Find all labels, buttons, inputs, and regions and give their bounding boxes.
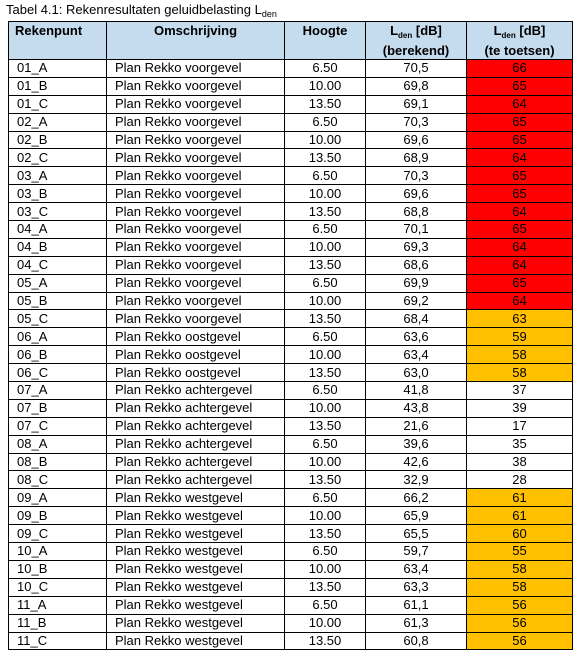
cell-omschrijving: Plan Rekko voorgevel	[107, 60, 285, 78]
table-row	[9, 364, 573, 382]
cell-hoogte: 13.50	[285, 364, 366, 382]
cell-hoogte: 6.50	[285, 221, 366, 239]
cell-lden-te-toetsen: 64	[467, 256, 573, 274]
cell-omschrijving: Plan Rekko oostgevel	[107, 364, 285, 382]
table-body	[9, 60, 573, 650]
cell-lden-te-toetsen: 65	[467, 113, 573, 131]
table-row	[9, 310, 573, 328]
table-row	[9, 95, 573, 113]
table-row	[9, 167, 573, 185]
cell-rekenpunt: 07_A	[9, 382, 107, 400]
cell-lden-te-toetsen: 66	[467, 60, 573, 78]
cell-lden-berekend: 70,1	[366, 221, 467, 239]
cell-rekenpunt: 11_C	[9, 632, 107, 650]
cell-omschrijving: Plan Rekko achtergevel	[107, 435, 285, 453]
header-berekend-note: (berekend)	[382, 43, 450, 58]
cell-omschrijving: Plan Rekko voorgevel	[107, 256, 285, 274]
cell-lden-te-toetsen: 17	[467, 417, 573, 435]
table-row	[9, 238, 573, 256]
cell-rekenpunt: 10_B	[9, 560, 107, 578]
cell-rekenpunt: 04_A	[9, 221, 107, 239]
cell-lden-berekend: 63,4	[366, 560, 467, 578]
cell-lden-te-toetsen: 56	[467, 596, 573, 614]
cell-rekenpunt: 03_A	[9, 167, 107, 185]
cell-hoogte: 6.50	[285, 113, 366, 131]
header-rekenpunt: Rekenpunt	[9, 22, 107, 60]
cell-omschrijving: Plan Rekko westgevel	[107, 614, 285, 632]
cell-lden-te-toetsen: 65	[467, 167, 573, 185]
cell-hoogte: 10.00	[285, 185, 366, 203]
table-row	[9, 274, 573, 292]
cell-lden-berekend: 69,6	[366, 185, 467, 203]
cell-lden-te-toetsen: 64	[467, 203, 573, 221]
cell-hoogte: 13.50	[285, 417, 366, 435]
cell-hoogte: 10.00	[285, 614, 366, 632]
cell-omschrijving: Plan Rekko oostgevel	[107, 346, 285, 364]
cell-lden-berekend: 68,6	[366, 256, 467, 274]
header-te-toetsen-note: (te toetsen)	[484, 43, 555, 58]
cell-hoogte: 6.50	[285, 596, 366, 614]
table-row	[9, 203, 573, 221]
table-row	[9, 596, 573, 614]
header-lden-unit: [dB]	[515, 23, 546, 38]
cell-hoogte: 10.00	[285, 77, 366, 95]
cell-omschrijving: Plan Rekko westgevel	[107, 489, 285, 507]
cell-lden-te-toetsen: 58	[467, 578, 573, 596]
cell-lden-berekend: 68,8	[366, 203, 467, 221]
cell-lden-te-toetsen: 37	[467, 382, 573, 400]
cell-rekenpunt: 10_A	[9, 543, 107, 561]
cell-lden-berekend: 60,8	[366, 632, 467, 650]
cell-lden-berekend: 66,2	[366, 489, 467, 507]
cell-lden-te-toetsen: 61	[467, 489, 573, 507]
cell-lden-berekend: 21,6	[366, 417, 467, 435]
cell-omschrijving: Plan Rekko voorgevel	[107, 149, 285, 167]
cell-lden-te-toetsen: 64	[467, 238, 573, 256]
table-row	[9, 149, 573, 167]
cell-omschrijving: Plan Rekko achtergevel	[107, 453, 285, 471]
cell-rekenpunt: 08_A	[9, 435, 107, 453]
cell-hoogte: 6.50	[285, 274, 366, 292]
cell-lden-berekend: 69,3	[366, 238, 467, 256]
header-lden-subscript: den	[398, 31, 413, 40]
cell-rekenpunt: 07_C	[9, 417, 107, 435]
cell-lden-berekend: 43,8	[366, 399, 467, 417]
cell-omschrijving: Plan Rekko westgevel	[107, 507, 285, 525]
cell-lden-berekend: 65,5	[366, 525, 467, 543]
table-row	[9, 221, 573, 239]
cell-hoogte: 13.50	[285, 310, 366, 328]
cell-hoogte: 13.50	[285, 525, 366, 543]
cell-hoogte: 13.50	[285, 203, 366, 221]
cell-rekenpunt: 01_A	[9, 60, 107, 78]
header-lden-symbol: L	[493, 23, 502, 38]
cell-lden-te-toetsen: 39	[467, 399, 573, 417]
cell-lden-te-toetsen: 65	[467, 131, 573, 149]
cell-omschrijving: Plan Rekko voorgevel	[107, 167, 285, 185]
cell-lden-te-toetsen: 59	[467, 328, 573, 346]
table-row	[9, 453, 573, 471]
table-row	[9, 292, 573, 310]
cell-hoogte: 10.00	[285, 346, 366, 364]
table-row	[9, 578, 573, 596]
header-hoogte: Hoogte	[285, 22, 366, 60]
table-row	[9, 507, 573, 525]
cell-omschrijving: Plan Rekko oostgevel	[107, 328, 285, 346]
cell-hoogte: 6.50	[285, 167, 366, 185]
cell-rekenpunt: 06_A	[9, 328, 107, 346]
table-row	[9, 77, 573, 95]
cell-hoogte: 13.50	[285, 632, 366, 650]
cell-lden-te-toetsen: 64	[467, 292, 573, 310]
cell-rekenpunt: 11_A	[9, 596, 107, 614]
table-row	[9, 328, 573, 346]
cell-hoogte: 6.50	[285, 543, 366, 561]
table-row	[9, 632, 573, 650]
cell-lden-berekend: 69,1	[366, 95, 467, 113]
cell-lden-berekend: 63,6	[366, 328, 467, 346]
table-row	[9, 543, 573, 561]
cell-lden-berekend: 70,3	[366, 167, 467, 185]
cell-omschrijving: Plan Rekko voorgevel	[107, 292, 285, 310]
cell-rekenpunt: 05_C	[9, 310, 107, 328]
cell-lden-berekend: 69,8	[366, 77, 467, 95]
cell-lden-te-toetsen: 60	[467, 525, 573, 543]
cell-lden-berekend: 69,9	[366, 274, 467, 292]
cell-hoogte: 10.00	[285, 131, 366, 149]
table-caption	[6, 2, 277, 22]
cell-rekenpunt: 02_C	[9, 149, 107, 167]
header-lden-berekend	[366, 22, 467, 60]
cell-lden-te-toetsen: 56	[467, 632, 573, 650]
cell-rekenpunt: 05_B	[9, 292, 107, 310]
cell-omschrijving: Plan Rekko voorgevel	[107, 238, 285, 256]
header-row	[9, 22, 573, 60]
cell-lden-te-toetsen: 65	[467, 221, 573, 239]
cell-lden-te-toetsen: 58	[467, 560, 573, 578]
cell-lden-te-toetsen: 61	[467, 507, 573, 525]
cell-omschrijving: Plan Rekko voorgevel	[107, 185, 285, 203]
table-row	[9, 256, 573, 274]
cell-rekenpunt: 02_A	[9, 113, 107, 131]
cell-rekenpunt: 04_B	[9, 238, 107, 256]
cell-hoogte: 6.50	[285, 435, 366, 453]
cell-omschrijving: Plan Rekko voorgevel	[107, 274, 285, 292]
caption-text: Tabel 4.1: Rekenresultaten geluidbelasting L	[6, 2, 262, 17]
cell-omschrijving: Plan Rekko voorgevel	[107, 221, 285, 239]
cell-hoogte: 10.00	[285, 292, 366, 310]
cell-rekenpunt: 08_C	[9, 471, 107, 489]
cell-hoogte: 13.50	[285, 578, 366, 596]
cell-lden-berekend: 63,4	[366, 346, 467, 364]
cell-omschrijving: Plan Rekko voorgevel	[107, 77, 285, 95]
cell-lden-berekend: 63,3	[366, 578, 467, 596]
cell-hoogte: 13.50	[285, 149, 366, 167]
table-row	[9, 60, 573, 78]
cell-rekenpunt: 07_B	[9, 399, 107, 417]
table-row	[9, 614, 573, 632]
cell-rekenpunt: 02_B	[9, 131, 107, 149]
header-lden-te-toetsen	[467, 22, 573, 60]
cell-lden-te-toetsen: 65	[467, 185, 573, 203]
table-row	[9, 525, 573, 543]
cell-lden-berekend: 69,6	[366, 131, 467, 149]
cell-rekenpunt: 03_B	[9, 185, 107, 203]
cell-omschrijving: Plan Rekko westgevel	[107, 632, 285, 650]
cell-hoogte: 10.00	[285, 507, 366, 525]
cell-omschrijving: Plan Rekko westgevel	[107, 525, 285, 543]
header-omschrijving: Omschrijving	[107, 22, 285, 60]
cell-hoogte: 13.50	[285, 256, 366, 274]
cell-lden-te-toetsen: 55	[467, 543, 573, 561]
header-lden-subscript: den	[501, 31, 516, 40]
cell-rekenpunt: 04_C	[9, 256, 107, 274]
cell-lden-berekend: 68,9	[366, 149, 467, 167]
cell-hoogte: 6.50	[285, 489, 366, 507]
cell-rekenpunt: 01_B	[9, 77, 107, 95]
cell-lden-berekend: 63,0	[366, 364, 467, 382]
header-lden-unit: [dB]	[412, 23, 442, 38]
cell-rekenpunt: 08_B	[9, 453, 107, 471]
table-row	[9, 113, 573, 131]
cell-omschrijving: Plan Rekko westgevel	[107, 560, 285, 578]
cell-lden-berekend: 70,3	[366, 113, 467, 131]
cell-rekenpunt: 10_C	[9, 578, 107, 596]
cell-omschrijving: Plan Rekko westgevel	[107, 578, 285, 596]
cell-omschrijving: Plan Rekko voorgevel	[107, 95, 285, 113]
cell-lden-te-toetsen: 64	[467, 95, 573, 113]
cell-lden-berekend: 39,6	[366, 435, 467, 453]
cell-omschrijving: Plan Rekko westgevel	[107, 543, 285, 561]
table-row	[9, 417, 573, 435]
table-row	[9, 560, 573, 578]
table-row	[9, 185, 573, 203]
cell-hoogte: 6.50	[285, 382, 366, 400]
caption-subscript: den	[261, 9, 277, 19]
table-row	[9, 435, 573, 453]
cell-lden-berekend: 68,4	[366, 310, 467, 328]
table-row	[9, 489, 573, 507]
cell-omschrijving: Plan Rekko achtergevel	[107, 417, 285, 435]
cell-omschrijving: Plan Rekko voorgevel	[107, 310, 285, 328]
cell-lden-berekend: 32,9	[366, 471, 467, 489]
cell-lden-te-toetsen: 64	[467, 149, 573, 167]
cell-omschrijving: Plan Rekko voorgevel	[107, 113, 285, 131]
cell-rekenpunt: 03_C	[9, 203, 107, 221]
cell-hoogte: 6.50	[285, 328, 366, 346]
cell-hoogte: 6.50	[285, 60, 366, 78]
table-row	[9, 399, 573, 417]
cell-lden-te-toetsen: 58	[467, 364, 573, 382]
cell-omschrijving: Plan Rekko voorgevel	[107, 203, 285, 221]
cell-hoogte: 10.00	[285, 238, 366, 256]
cell-lden-berekend: 41,8	[366, 382, 467, 400]
header-lden-symbol: L	[390, 23, 399, 38]
cell-lden-te-toetsen: 35	[467, 435, 573, 453]
cell-hoogte: 10.00	[285, 560, 366, 578]
cell-lden-berekend: 59,7	[366, 543, 467, 561]
cell-lden-berekend: 61,3	[366, 614, 467, 632]
cell-hoogte: 10.00	[285, 399, 366, 417]
cell-lden-te-toetsen: 65	[467, 274, 573, 292]
cell-lden-berekend: 65,9	[366, 507, 467, 525]
cell-lden-berekend: 70,5	[366, 60, 467, 78]
cell-rekenpunt: 01_C	[9, 95, 107, 113]
cell-rekenpunt: 06_B	[9, 346, 107, 364]
cell-omschrijving: Plan Rekko achtergevel	[107, 382, 285, 400]
results-table	[8, 21, 573, 650]
cell-lden-berekend: 69,2	[366, 292, 467, 310]
cell-lden-te-toetsen: 65	[467, 77, 573, 95]
cell-lden-berekend: 61,1	[366, 596, 467, 614]
cell-lden-berekend: 42,6	[366, 453, 467, 471]
cell-rekenpunt: 09_C	[9, 525, 107, 543]
cell-rekenpunt: 05_A	[9, 274, 107, 292]
cell-omschrijving: Plan Rekko achtergevel	[107, 399, 285, 417]
cell-lden-te-toetsen: 38	[467, 453, 573, 471]
table-row	[9, 471, 573, 489]
cell-lden-te-toetsen: 56	[467, 614, 573, 632]
cell-rekenpunt: 09_B	[9, 507, 107, 525]
cell-hoogte: 10.00	[285, 453, 366, 471]
cell-omschrijving: Plan Rekko westgevel	[107, 596, 285, 614]
cell-omschrijving: Plan Rekko voorgevel	[107, 131, 285, 149]
table-row	[9, 346, 573, 364]
cell-hoogte: 13.50	[285, 471, 366, 489]
cell-rekenpunt: 11_B	[9, 614, 107, 632]
cell-omschrijving: Plan Rekko achtergevel	[107, 471, 285, 489]
table-row	[9, 382, 573, 400]
cell-lden-te-toetsen: 28	[467, 471, 573, 489]
cell-rekenpunt: 09_A	[9, 489, 107, 507]
table-row	[9, 131, 573, 149]
cell-hoogte: 13.50	[285, 95, 366, 113]
cell-rekenpunt: 06_C	[9, 364, 107, 382]
cell-lden-te-toetsen: 63	[467, 310, 573, 328]
cell-lden-te-toetsen: 58	[467, 346, 573, 364]
